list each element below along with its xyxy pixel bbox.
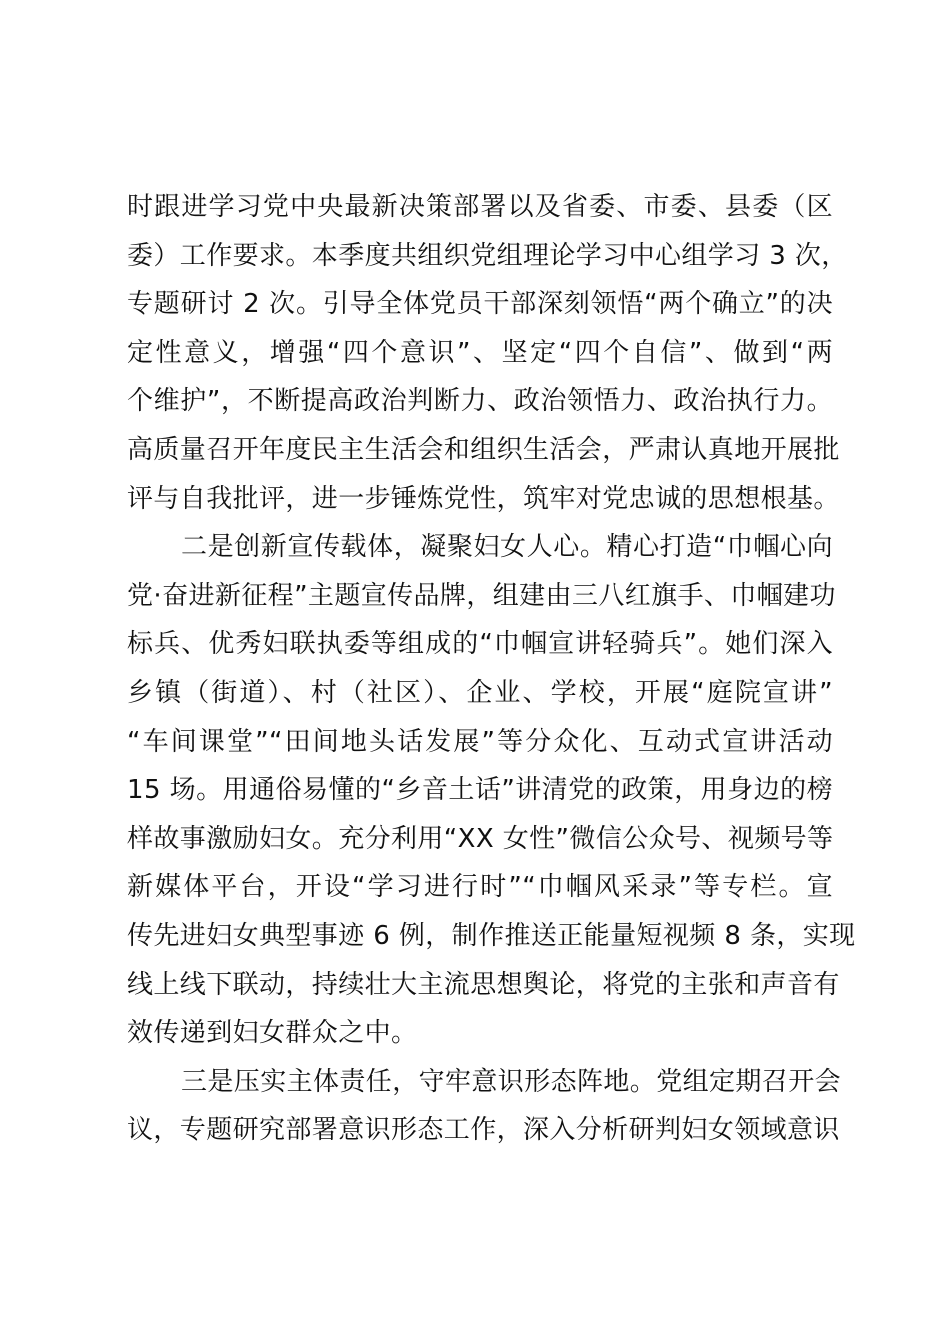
text-line: 定性意义，增强“四个意识”、坚定“四个自信”、做到“两: [127, 337, 833, 368]
text-line: “车间课堂”“田间地头话发展”等分众化、互动式宣讲活动: [127, 726, 833, 757]
text-line: 二是创新宣传载体，凝聚妇女人心。精心打造“巾帼心向: [181, 532, 833, 563]
paragraph-publicity-innovation: [127, 523, 856, 1058]
text-line: 委）工作要求。本季度共组织党组理论学习中心组学习 3 次，: [127, 240, 848, 271]
text-line: 乡镇（街道）、村（社区）、企业、学校，开展“庭院宣讲”: [127, 677, 833, 708]
text-line: 党·奋进新征程”主题宣传品牌，组建由三八红旗手、巾帼建功: [127, 580, 836, 611]
text-line: 标兵、优秀妇联执委等组成的“巾帼宣讲轻骑兵”。她们深入: [127, 629, 833, 660]
text-line: 三是压实主体责任，守牢意识形态阵地。党组定期召开会: [181, 1066, 842, 1097]
text-line: 评与自我批评，进一步锤炼党性，筑牢对党忠诚的思想根基。: [127, 483, 840, 514]
document-page: [127, 183, 856, 1155]
text-line: 线上线下联动，持续壮大主流思想舆论，将党的主张和声音有: [127, 969, 840, 1000]
text-line: 高质量召开年度民主生活会和组织生活会，严肃认真地开展批: [127, 434, 840, 465]
text-line: 专题研讨 2 次。引导全体党员干部深刻领悟“两个确立”的决: [127, 289, 833, 320]
paragraph-theory-study: [127, 183, 848, 523]
text-line: 议，专题研究部署意识形态工作，深入分析研判妇女领域意识: [127, 1115, 840, 1146]
text-line: 时跟进学习党中央最新决策部署以及省委、市委、县委（区: [127, 192, 833, 222]
text-line: 新媒体平台，开设“学习进行时”“巾帼风采录”等专栏。宣: [127, 872, 833, 903]
text-line: 个维护”，不断提高政治判断力、政治领悟力、政治执行力。: [127, 386, 833, 417]
text-line: 效传递到妇女群众之中。: [127, 1018, 418, 1049]
paragraph-ideology-responsibility: [127, 1058, 842, 1155]
text-line: 15 场。用通俗易懂的“乡音土话”讲清党的政策，用身边的榜: [127, 775, 833, 806]
text-line: 传先进妇女典型事迹 6 例，制作推送正能量短视频 8 条，实现: [127, 920, 856, 951]
text-line: 样故事激励妇女。充分利用“XX 女性”微信公众号、视频号等: [127, 823, 834, 854]
